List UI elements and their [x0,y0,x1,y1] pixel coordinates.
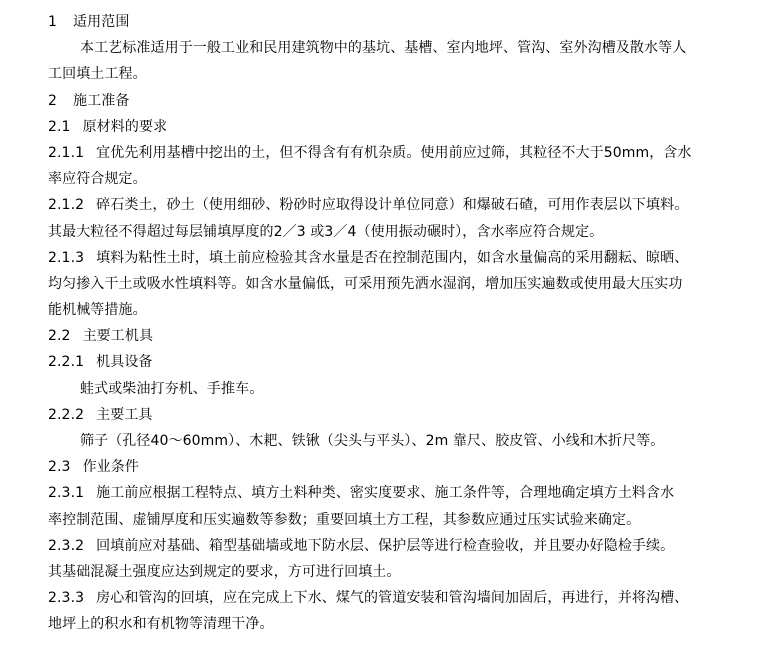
section-title: 主要工机具 [82,328,154,345]
paragraph-line: 工回填土工程。 [48,66,147,83]
clause-2-2-1 [48,349,748,375]
paragraph-line: 本工艺标准适用于一般工业和民用建筑物中的基坑、基槽、室内地坪、管沟、室外沟槽及散水等人 [80,40,687,57]
clause-2-2-2 [48,402,748,428]
subsection-heading-2-3 [48,454,748,480]
section-number: 2.1 [48,118,71,135]
clause-text: 房心和管沟的回填，应在完成上下水、煤气的管道安装和管沟墙间加固后，再进行，并将沟槽、 [96,590,689,607]
clause-text: 施工前应根据工程特点、填方土料种类、密实度要求、施工条件等，合理地确定填方土料含水 [96,485,675,502]
clause-number: 2.1.2 [48,197,85,214]
section-heading-2 [48,88,748,114]
clause-number: 2.3.1 [48,485,85,502]
clause-text: 碎石类土，砂土（使用细砂、粉砂时应取得设计单位同意）和爆破石碴，可用作表层以下填料。 [96,197,689,214]
subsection-heading-2-1 [48,114,748,140]
section-number: 2.3 [48,459,71,476]
clause-2-3-2 [48,533,748,559]
paragraph-line: 能机械等措施。 [48,302,147,319]
clause-number: 2.3.2 [48,537,85,554]
clause-number: 2.3.3 [48,590,85,607]
subsection-heading-2-2 [48,323,748,349]
section-title: 施工准备 [73,92,130,109]
clause-2-3-3 [48,585,748,611]
paragraph-line: 其基础混凝土强度应达到规定的要求，方可进行回填土。 [48,563,401,580]
clause-2-1-1 [48,140,748,166]
clause-number: 2.2.2 [48,406,85,423]
clause-number: 2.1.3 [48,249,85,266]
paragraph-line: 地坪上的积水和有机物等清理干净。 [48,616,274,633]
clause-number: 2.1.1 [48,144,85,161]
section-title: 适用范围 [73,14,130,30]
paragraph-line: 率应符合规定。 [48,171,147,188]
clause-text: 主要工具 [96,406,153,423]
clause-2-1-2 [48,192,748,218]
clause-number: 2.2.1 [48,354,85,371]
clause-text: 回填前应对基础、箱型基础墙或地下防水层、保护层等进行检查验收，并且要办好隐检手续。 [96,537,675,554]
section-number: 1 [48,14,58,30]
clause-text: 机具设备 [96,354,153,371]
section-number: 2.2 [48,328,71,345]
paragraph-line: 蛙式或柴油打夯机、手推车。 [80,380,264,397]
paragraph-line: 筛子（孔径40～60mm）、木耙、铁锹（尖头与平头）、2m 靠尺、胶皮管、小线和木折尺等。 [80,433,665,449]
clause-text: 填料为粘性土时，填土前应检验其含水量是否在控制范围内，如含水量偏高的采用翻耘、晾晒、 [96,249,689,266]
paragraph-line: 其最大粒径不得超过每层铺填厚度的2／3 或3／4（使用振动碾时），含水率应符合规定。 [48,223,604,240]
paragraph-line: 率控制范围、虚铺厚度和压实遍数等参数；重要回填土方工程，其参数应通过压实试验来确定。 [48,511,641,528]
section-heading-1 [48,9,748,35]
clause-2-1-3 [48,245,748,271]
section-title: 原材料的要求 [82,118,168,135]
paragraph-line: 均匀掺入干土或吸水性填料等。如含水量偏低，可采用预先洒水湿润，增加压实遍数或使用最大压实功 [48,275,683,292]
clause-2-3-1 [48,480,748,506]
section-title: 作业条件 [82,459,139,476]
clause-text: 宜优先利用基槽中挖出的土，但不得含有有机杂质。使用前应过筛，其粒径不大于50mm，含水 [96,144,692,161]
section-number: 2 [48,92,58,109]
